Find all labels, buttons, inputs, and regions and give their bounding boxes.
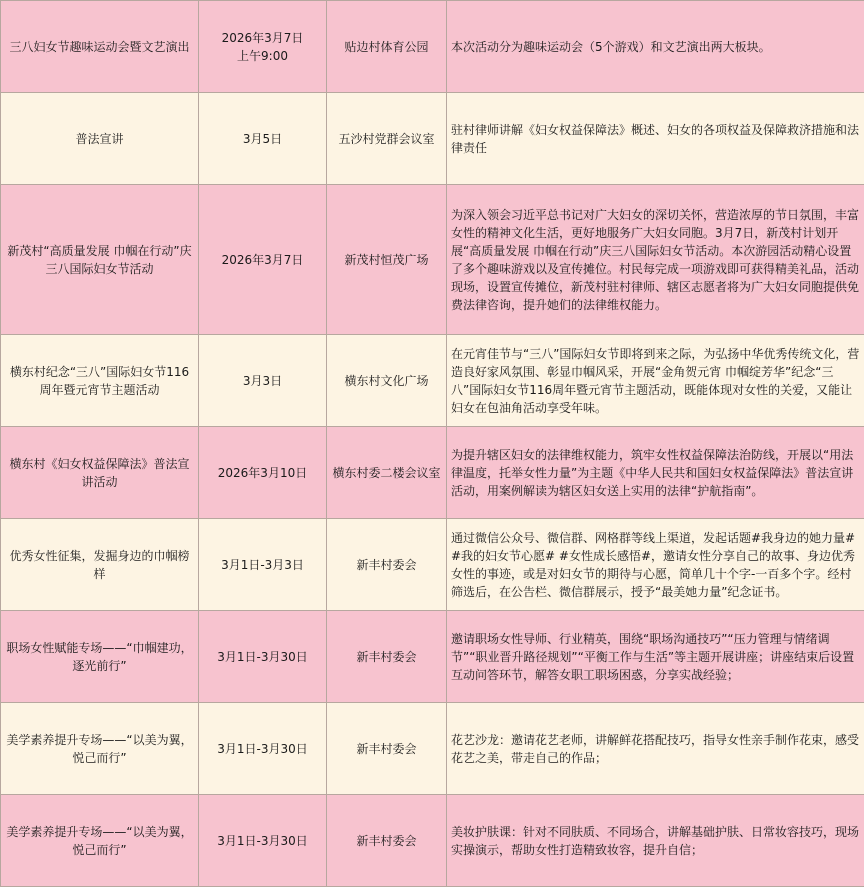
activity-name: 横东村纪念“三八”国际妇女节116周年暨元宵节主题活动 [1, 335, 199, 427]
activity-place: 横东村文化广场 [327, 335, 447, 427]
activity-description: 为深入领会习近平总书记对广大妇女的深切关怀，营造浓厚的节日氛围，丰富女性的精神文化生活，更好地服务广大妇女同胞。3月7日，新茂村计划开展“高质量发展 巾帼在行动”庆三八国际妇女节活动。本次游园活动精心设置了多个趣味游戏以及宣传摊位。村民每完成一项游戏即可获得精美礼品，活动现场，设置宣传摊位，新茂村驻村律师、辖区志愿者将为广大妇女同胞提供免费法律咨询，提升她们的法律维权能力。 [447, 185, 864, 335]
activity-name: 普法宣讲 [1, 93, 199, 185]
table-row [1, 519, 864, 611]
activity-description: 通过微信公众号、微信群、网格群等线上渠道，发起话题#我身边的她力量# #我的妇女节心愿# #女性成长感悟#，邀请女性分享自己的故事、身边优秀女性的事迹，或是对妇女节的期待与心愿，简单几十个字-一百多个字。经村筛选后，在公告栏、微信群展示，授予“最美她力量”纪念证书。 [447, 519, 864, 611]
table-row [1, 795, 864, 887]
activity-description: 驻村律师讲解《妇女权益保障法》概述、妇女的各项权益及保障救济措施和法律责任 [447, 93, 864, 185]
activity-description: 在元宵佳节与“三八”国际妇女节即将到来之际，为弘扬中华优秀传统文化，营造良好家风氛围、彰显巾帼风采，开展“金角贺元宵 巾帼绽芳华”纪念“三八”国际妇女节116周年暨元宵节主题活动，既能体现对女性的关爱，又能让妇女在包油角活动享受年味。 [447, 335, 864, 427]
activity-place: 贴边村体育公园 [327, 1, 447, 93]
activity-place: 新丰村委会 [327, 795, 447, 887]
table-row [1, 1, 864, 93]
table-row [1, 703, 864, 795]
activity-place: 新茂村恒茂广场 [327, 185, 447, 335]
activity-description: 花艺沙龙：邀请花艺老师，讲解鲜花搭配技巧，指导女性亲手制作花束，感受花艺之美，带走自己的作品； [447, 703, 864, 795]
activity-description: 为提升辖区妇女的法律维权能力，筑牢女性权益保障法治防线，开展以“用法律温度，托举女性力量”为主题《中华人民共和国妇女权益保障法》普法宣讲活动，用案例解读为辖区妇女送上实用的法律“护航指南”。 [447, 427, 864, 519]
activity-description: 邀请职场女性导师、行业精英，围绕“职场沟通技巧”“压力管理与情绪调节”“职业晋升路径规划”“平衡工作与生活”等主题开展讲座；讲座结束后设置互动问答环节，解答女职工职场困惑，分享实战经验； [447, 611, 864, 703]
activity-date: 3月1日-3月30日 [199, 703, 327, 795]
activity-date: 3月1日-3月30日 [199, 795, 327, 887]
activity-name: 横东村《妇女权益保障法》普法宣讲活动 [1, 427, 199, 519]
table-row [1, 93, 864, 185]
table-row [1, 427, 864, 519]
table-row [1, 335, 864, 427]
activity-name: 美学素养提升专场——“以美为翼，悦己而行” [1, 795, 199, 887]
activity-description: 本次活动分为趣味运动会（5个游戏）和文艺演出两大板块。 [447, 1, 864, 93]
activity-date: 2026年3月7日 上午9:00 [199, 1, 327, 93]
activity-place: 新丰村委会 [327, 611, 447, 703]
activity-name: 职场女性赋能专场——“巾帼建功，逐光前行” [1, 611, 199, 703]
activity-place: 新丰村委会 [327, 703, 447, 795]
activity-name: 美学素养提升专场——“以美为翼，悦己而行” [1, 703, 199, 795]
activity-place: 新丰村委会 [327, 519, 447, 611]
activity-date: 2026年3月7日 [199, 185, 327, 335]
table-row [1, 611, 864, 703]
activity-date: 3月3日 [199, 335, 327, 427]
table-row [1, 185, 864, 335]
activity-date: 2026年3月10日 [199, 427, 327, 519]
activity-date: 3月5日 [199, 93, 327, 185]
activity-date: 3月1日-3月30日 [199, 611, 327, 703]
activity-name: 优秀女性征集，发掘身边的巾帼榜样 [1, 519, 199, 611]
activity-description: 美妆护肤课：针对不同肤质、不同场合，讲解基础护肤、日常妆容技巧，现场实操演示，帮助女性打造精致妆容，提升自信； [447, 795, 864, 887]
activity-name: 新茂村“高质量发展 巾帼在行动”庆三八国际妇女节活动 [1, 185, 199, 335]
activity-date: 3月1日-3月3日 [199, 519, 327, 611]
activity-place: 五沙村党群会议室 [327, 93, 447, 185]
activity-name: 三八妇女节趣味运动会暨文艺演出 [1, 1, 199, 93]
activity-place: 横东村委二楼会议室 [327, 427, 447, 519]
